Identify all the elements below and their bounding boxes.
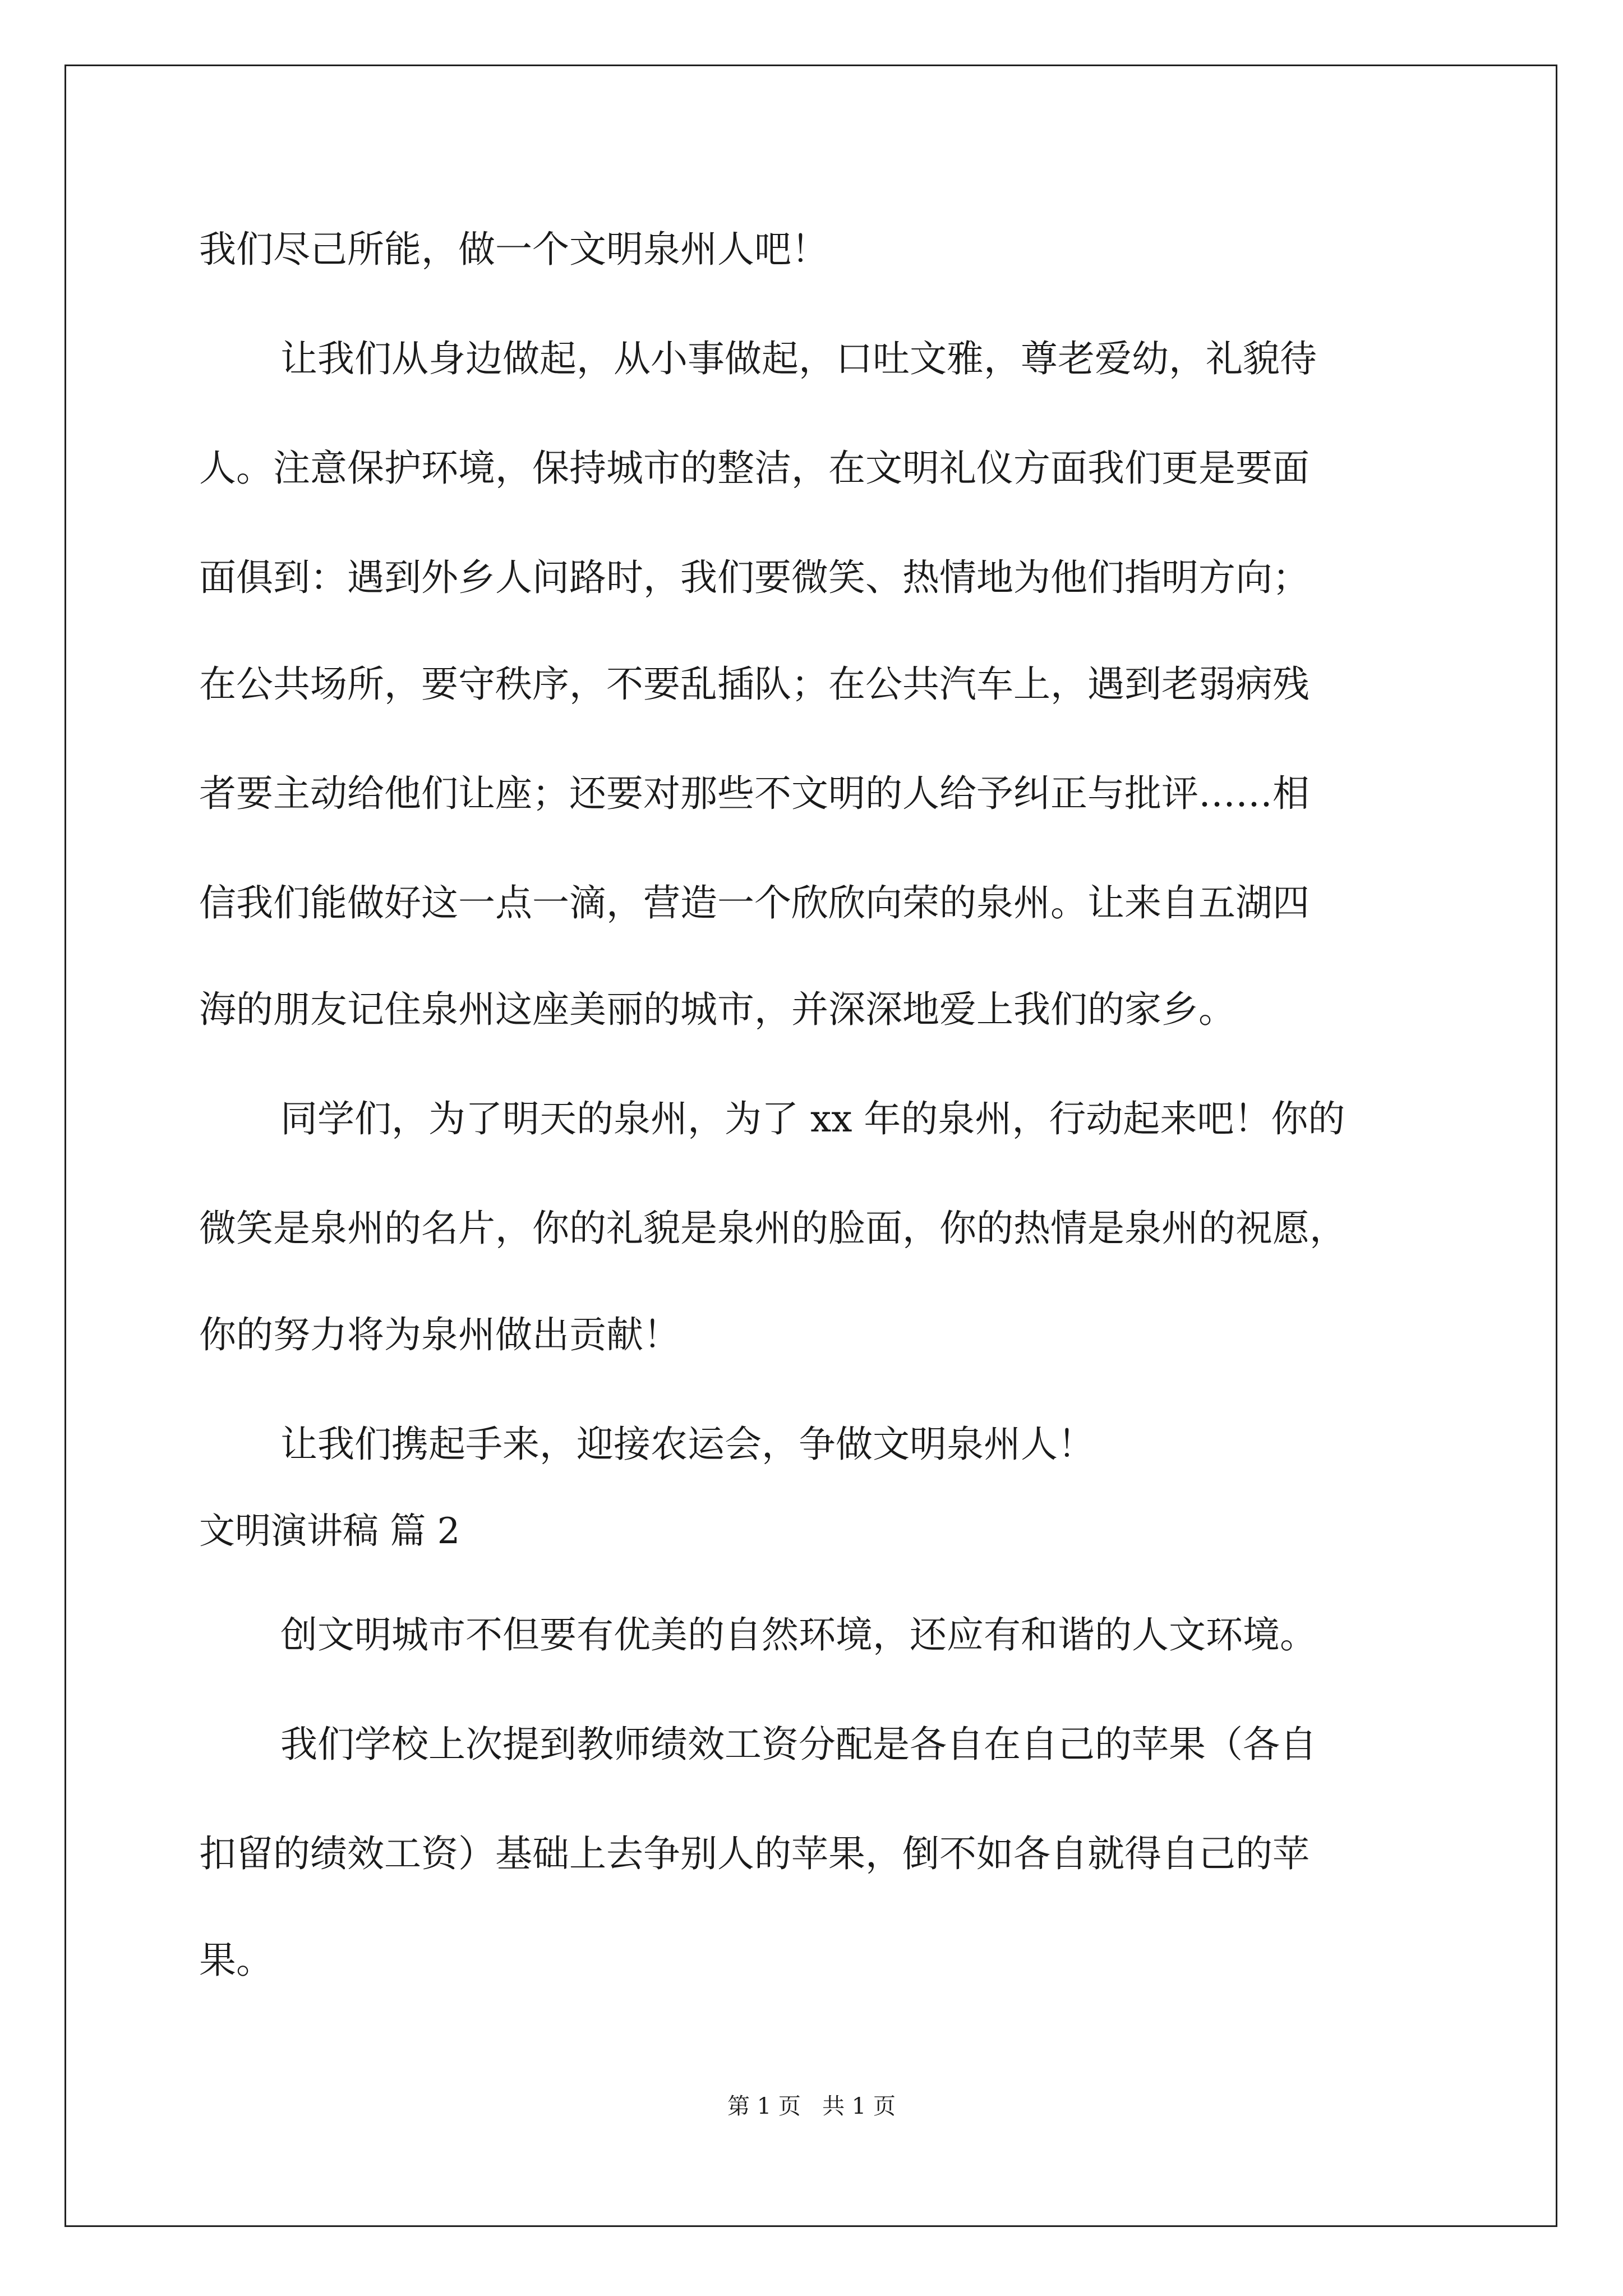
paragraph-line: 人。注意保护环境，保持城市的整洁，在文明礼仪方面我们更是要面 (199, 447, 1310, 490)
paragraph-line: 让我们从身边做起，从小事做起，口吐文雅，尊老爱幼，礼貌待 (280, 337, 1317, 380)
paragraph-line: 让我们携起手来，迎接农运会，争做文明泉州人！ (280, 1423, 1095, 1466)
paragraph-line: 海的朋友记住泉州这座美丽的城市，并深深地爱上我们的家乡。 (199, 988, 1235, 1031)
paragraph-line: 面俱到：遇到外乡人问路时，我们要微笑、热情地为他们指明方向； (199, 556, 1310, 599)
section-heading: 文明演讲稿 篇 2 (199, 1511, 460, 1552)
paragraph-line: 我们尽己所能，做一个文明泉州人吧！ (199, 228, 828, 271)
paragraph-line: 你的努力将为泉州做出贡献！ (199, 1313, 680, 1356)
page-footer: 第 1 页 共 1 页 (727, 2093, 896, 2119)
paragraph-line: 我们学校上次提到教师绩效工资分配是各自在自己的苹果（各自 (280, 1723, 1317, 1766)
paragraph-line: 扣留的绩效工资）基础上去争别人的苹果，倒不如各自就得自己的苹 (199, 1832, 1310, 1875)
paragraph-line: 微笑是泉州的名片，你的礼貌是泉州的脸面，你的热情是泉州的祝愿， (199, 1207, 1347, 1250)
paragraph-line: 者要主动给他们让座；还要对那些不文明的人给予纠正与批评……相 (199, 772, 1310, 815)
paragraph-line: 信我们能做好这一点一滴，营造一个欣欣向荣的泉州。让来自五湖四 (199, 881, 1310, 924)
paragraph-line: 同学们，为了明天的泉州，为了 xx 年的泉州，行动起来吧！你的 (280, 1097, 1345, 1140)
paragraph-line: 在公共场所，要守秩序，不要乱插队；在公共汽车上，遇到老弱病残 (199, 662, 1310, 706)
paragraph-line: 创文明城市不但要有优美的自然环境，还应有和谐的人文环境。 (280, 1613, 1317, 1657)
page-border (64, 65, 1557, 2227)
paragraph-line: 果。 (199, 1939, 273, 1982)
